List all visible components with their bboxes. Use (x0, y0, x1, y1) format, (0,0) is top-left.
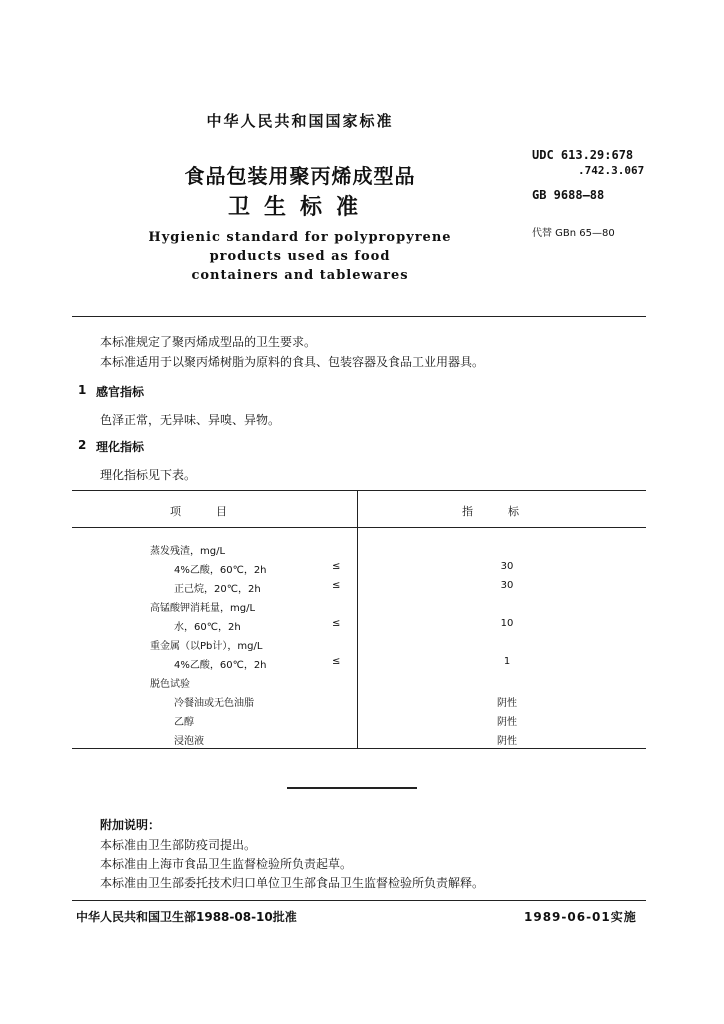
section-2-number: 2 (78, 438, 87, 452)
table-top-rule (72, 490, 646, 491)
note-line: 本标准由卫生部委托技术归口单位卫生部食品卫生监督检验所负责解释。 (100, 876, 485, 890)
gb-number: GB 9688—88 (532, 188, 605, 202)
table-row-value: 阴性 (497, 698, 517, 709)
table-row-value: 阴性 (497, 736, 517, 747)
table-row-item: 重金属（以Pb计），mg/L (150, 641, 263, 652)
table-row-value: 30 (500, 580, 514, 591)
table-row-operator: ≤ (332, 656, 341, 667)
approval-date: 中华人民共和国卫生部1988-08-10批准 (76, 910, 297, 924)
intro-applicability: 本标准适用于以聚丙烯树脂为原料的食具、包装容器及食品工业用器具。 (100, 355, 485, 369)
issuing-authority: 中华人民共和国国家标准 (206, 112, 394, 130)
table-row-item: 冷餐油或无色油脂 (174, 698, 254, 709)
table-row-value: 1 (503, 656, 511, 667)
note-line: 本标准由卫生部防疫司提出。 (100, 838, 257, 852)
table-row-value: 阴性 (497, 717, 517, 728)
header-divider (72, 316, 646, 317)
table-row-item: 4%乙酸，60℃，2h (174, 660, 267, 671)
table-row-item: 脱色试验 (150, 679, 190, 690)
replaces-note: 代替 GBn 65—80 (532, 228, 615, 239)
note-line: 本标准由上海市食品卫生监督检验所负责起草。 (100, 857, 353, 871)
standard-title: 食品包装用聚丙烯成型品 (184, 164, 416, 188)
section-1-title: 感官指标 (96, 385, 145, 399)
section-2-text: 理化指标见下表。 (100, 468, 197, 482)
table-row-item: 高锰酸钾消耗量，mg/L (150, 603, 256, 614)
table-row-item: 乙醇 (174, 717, 194, 728)
notes-title: 附加说明： (100, 818, 161, 832)
table-row-value: 30 (500, 561, 514, 572)
section-2-title: 理化指标 (96, 440, 145, 454)
table-header-rule (72, 527, 646, 528)
table-header-item: 项 目 (170, 505, 227, 518)
table-row-operator: ≤ (332, 561, 341, 572)
table-row-item: 浸泡液 (174, 736, 204, 747)
section-1-text: 色泽正常，无异味、异嗅、异物。 (100, 413, 281, 427)
effective-date: 1989-06-01实施 (524, 910, 637, 924)
table-header-value: 指 标 (462, 505, 519, 518)
intro-scope: 本标准规定了聚丙烯成型品的卫生要求。 (100, 335, 317, 349)
table-row-value: 10 (500, 618, 514, 629)
udc-code-continued: .742.3.067 (578, 164, 645, 177)
table-column-divider (357, 490, 358, 748)
table-row-item: 水，60℃，2h (174, 622, 241, 633)
footer-rule (72, 900, 646, 901)
table-row-operator: ≤ (332, 618, 341, 629)
table-row-operator: ≤ (332, 580, 341, 591)
table-bottom-rule (72, 748, 646, 749)
table-row-item: 蒸发残渣，mg/L (150, 546, 226, 557)
english-title-line-2: products used as food (209, 249, 391, 264)
english-title-line-3: containers and tablewares (191, 268, 409, 283)
table-row-item: 4%乙酸，60℃，2h (174, 565, 267, 576)
notes-separator (287, 787, 417, 789)
standard-subtitle: 卫生标准 (227, 195, 372, 220)
table-row-item: 正己烷，20℃，2h (174, 584, 261, 595)
udc-code: UDC 613.29:678 (532, 148, 634, 162)
english-title-line-1: Hygienic standard for polypropyrene (148, 230, 452, 245)
section-1-number: 1 (78, 383, 87, 397)
